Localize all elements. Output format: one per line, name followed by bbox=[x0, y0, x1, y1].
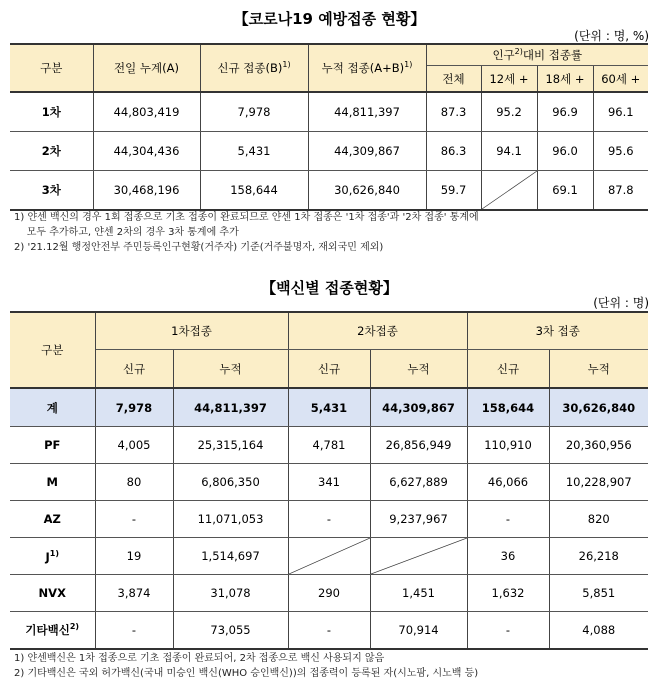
cell-d1-new: 19 bbox=[95, 538, 173, 575]
vaccine-status-title: 【백신별 접종현황】 bbox=[261, 279, 398, 297]
header-new: 신규 bbox=[95, 350, 173, 389]
table-row-dose2 bbox=[10, 132, 648, 171]
header-all: 전체 bbox=[426, 66, 481, 93]
header-prev-total: 전일 누계(A) bbox=[93, 44, 200, 92]
cell-age18: 96.0 bbox=[537, 132, 593, 171]
header-cum: 누적 bbox=[173, 350, 288, 389]
cell-d2-new-na bbox=[288, 538, 370, 575]
cell-d3-new: 1,632 bbox=[467, 575, 549, 612]
row-label: 1차 bbox=[10, 92, 93, 132]
cell-d2-cum: 1,451 bbox=[370, 575, 467, 612]
vaccine-status-table bbox=[10, 311, 648, 650]
cell-d3-cum: 10,228,907 bbox=[549, 464, 648, 501]
cell-d2-cum: 70,914 bbox=[370, 612, 467, 650]
cell-d3-new: - bbox=[467, 612, 549, 650]
cell-d1-cum: 31,078 bbox=[173, 575, 288, 612]
header-new-label: 신규 접종(B) bbox=[217, 61, 283, 75]
table-row-dose1 bbox=[10, 92, 648, 132]
table-row-nvx bbox=[10, 575, 648, 612]
table-row-pf bbox=[10, 427, 648, 464]
cell-new: 5,431 bbox=[200, 132, 308, 171]
cell-prev: 30,468,196 bbox=[93, 171, 200, 211]
cell-d2-cum-na bbox=[370, 538, 467, 575]
cell-d3-new: 46,066 bbox=[467, 464, 549, 501]
cell-d1-new: - bbox=[95, 612, 173, 650]
cell-cum: 44,309,867 bbox=[308, 132, 426, 171]
header-age12: 12세 + bbox=[481, 66, 537, 93]
cell-cum: 30,626,840 bbox=[308, 171, 426, 211]
cell-d2-cum: 44,309,867 bbox=[370, 388, 467, 427]
cell-d3-cum: 820 bbox=[549, 501, 648, 538]
cell-d2-new: - bbox=[288, 612, 370, 650]
cell-d2-cum: 26,856,949 bbox=[370, 427, 467, 464]
cell-age60: 96.1 bbox=[593, 92, 648, 132]
cell-d1-cum: 44,811,397 bbox=[173, 388, 288, 427]
table-row-dose3 bbox=[10, 171, 648, 211]
cell-d2-new: 5,431 bbox=[288, 388, 370, 427]
unit-label-2: (단위 : 명) bbox=[593, 296, 649, 310]
header-dose1: 1차접종 bbox=[95, 312, 288, 350]
cell-d3-cum: 30,626,840 bbox=[549, 388, 648, 427]
cell-age18: 69.1 bbox=[537, 171, 593, 211]
header-pop-rate-pre: 인구 bbox=[492, 48, 515, 62]
cell-cum: 44,811,397 bbox=[308, 92, 426, 132]
diagonal-slash bbox=[482, 171, 537, 209]
cell-d1-cum: 25,315,164 bbox=[173, 427, 288, 464]
cell-d3-cum: 26,218 bbox=[549, 538, 648, 575]
cell-d3-new: 36 bbox=[467, 538, 549, 575]
table-row-other bbox=[10, 612, 648, 650]
cell-d1-new: - bbox=[95, 501, 173, 538]
row-label: 계 bbox=[10, 388, 95, 427]
row-label-text: 기타백신 bbox=[25, 623, 70, 637]
header-age18: 18세 + bbox=[537, 66, 593, 93]
row-label: NVX bbox=[10, 575, 95, 612]
header-category: 구분 bbox=[10, 312, 95, 388]
row-label-footnote: 1) bbox=[49, 548, 59, 558]
header-new bbox=[200, 44, 308, 92]
footnotes-2 bbox=[14, 651, 644, 681]
cell-prev: 44,803,419 bbox=[93, 92, 200, 132]
cell-all: 59.7 bbox=[426, 171, 481, 211]
cell-age18: 96.9 bbox=[537, 92, 593, 132]
cell-d2-new: 341 bbox=[288, 464, 370, 501]
footnote-line: 모두 추가하고, 얀센 2차의 경우 3차 통계에 추가 bbox=[14, 227, 239, 238]
row-label: AZ bbox=[10, 501, 95, 538]
row-label: M bbox=[10, 464, 95, 501]
cell-d2-new: 4,781 bbox=[288, 427, 370, 464]
cell-d2-new: 290 bbox=[288, 575, 370, 612]
cell-d3-cum: 20,360,956 bbox=[549, 427, 648, 464]
cell-all: 86.3 bbox=[426, 132, 481, 171]
cell-age12: 95.2 bbox=[481, 92, 537, 132]
cell-new: 158,644 bbox=[200, 171, 308, 211]
row-label-footnote: 2) bbox=[69, 622, 80, 632]
header-pop-rate-footnote: 2) bbox=[514, 47, 523, 57]
table-row-total bbox=[10, 388, 648, 427]
header-new-footnote: 1) bbox=[282, 60, 291, 70]
header-cum-footnote: 1) bbox=[404, 60, 413, 70]
header-cum: 누적 bbox=[370, 350, 467, 389]
unit-label-1: (단위 : 명, %) bbox=[574, 29, 649, 43]
footnote-line: 2) 기타백신은 국외 허가백신(국내 미승인 백신(WHO 승인백신))의 접종력이 등록된 자(시노팜, 시노백 등) bbox=[14, 668, 479, 679]
vaccination-status-title: 【코로나19 예방접종 현황】 bbox=[233, 10, 426, 28]
cell-new: 7,978 bbox=[200, 92, 308, 132]
row-label bbox=[10, 612, 95, 650]
footnote-line: 2) '21.12월 행정안전부 주민등록인구현황(거주자) 기준(거주불명자, 재외국민 제외) bbox=[14, 242, 384, 253]
header-dose3: 3차 접종 bbox=[467, 312, 648, 350]
cell-age12-na bbox=[481, 171, 537, 211]
cell-d2-cum: 9,237,967 bbox=[370, 501, 467, 538]
header-age60: 60세 + bbox=[593, 66, 648, 93]
row-label-text: J bbox=[45, 549, 50, 564]
cell-d1-cum: 11,071,053 bbox=[173, 501, 288, 538]
header-category: 구분 bbox=[10, 44, 93, 92]
header-dose2: 2차접종 bbox=[288, 312, 467, 350]
row-label: 3차 bbox=[10, 171, 93, 211]
cell-d1-new: 80 bbox=[95, 464, 173, 501]
footnote-line: 1) 얀센백신은 1차 접종으로 기초 접종이 완료되어, 2차 접종으로 백신 사용되지 않음 bbox=[14, 653, 385, 664]
cell-d3-cum: 4,088 bbox=[549, 612, 648, 650]
row-label: PF bbox=[10, 427, 95, 464]
diagonal-slash bbox=[371, 538, 467, 574]
diagonal-slash bbox=[289, 538, 370, 574]
cell-d1-cum: 1,514,697 bbox=[173, 538, 288, 575]
row-label: 2차 bbox=[10, 132, 93, 171]
table-row-m bbox=[10, 464, 648, 501]
cell-d3-new: - bbox=[467, 501, 549, 538]
vaccination-status-table bbox=[10, 43, 648, 211]
header-cum: 누적 bbox=[549, 350, 648, 389]
cell-age60: 87.8 bbox=[593, 171, 648, 211]
table-row-j bbox=[10, 538, 648, 575]
cell-d1-new: 7,978 bbox=[95, 388, 173, 427]
cell-d1-cum: 73,055 bbox=[173, 612, 288, 650]
cell-d2-cum: 6,627,889 bbox=[370, 464, 467, 501]
row-label bbox=[10, 538, 95, 575]
header-pop-rate bbox=[426, 44, 648, 66]
cell-all: 87.3 bbox=[426, 92, 481, 132]
table-row-az bbox=[10, 501, 648, 538]
cell-d3-new: 158,644 bbox=[467, 388, 549, 427]
cell-d3-cum: 5,851 bbox=[549, 575, 648, 612]
cell-age12: 94.1 bbox=[481, 132, 537, 171]
header-new: 신규 bbox=[467, 350, 549, 389]
header-cum bbox=[308, 44, 426, 92]
cell-prev: 44,304,436 bbox=[93, 132, 200, 171]
footnotes-1 bbox=[14, 210, 644, 255]
cell-age60: 95.6 bbox=[593, 132, 648, 171]
cell-d1-new: 4,005 bbox=[95, 427, 173, 464]
cell-d2-new: - bbox=[288, 501, 370, 538]
header-pop-rate-post: 대비 접종률 bbox=[522, 48, 583, 62]
footnote-line: 1) 얀센 백신의 경우 1회 접종으로 기초 접종이 완료되므로 얀센 1차 접종은 '1차 접종'과 '2차 접종' 통계에 bbox=[14, 212, 479, 223]
header-new: 신규 bbox=[288, 350, 370, 389]
cell-d1-new: 3,874 bbox=[95, 575, 173, 612]
cell-d3-new: 110,910 bbox=[467, 427, 549, 464]
header-cum-label: 누적 접종(A+B) bbox=[321, 61, 405, 75]
cell-d1-cum: 6,806,350 bbox=[173, 464, 288, 501]
